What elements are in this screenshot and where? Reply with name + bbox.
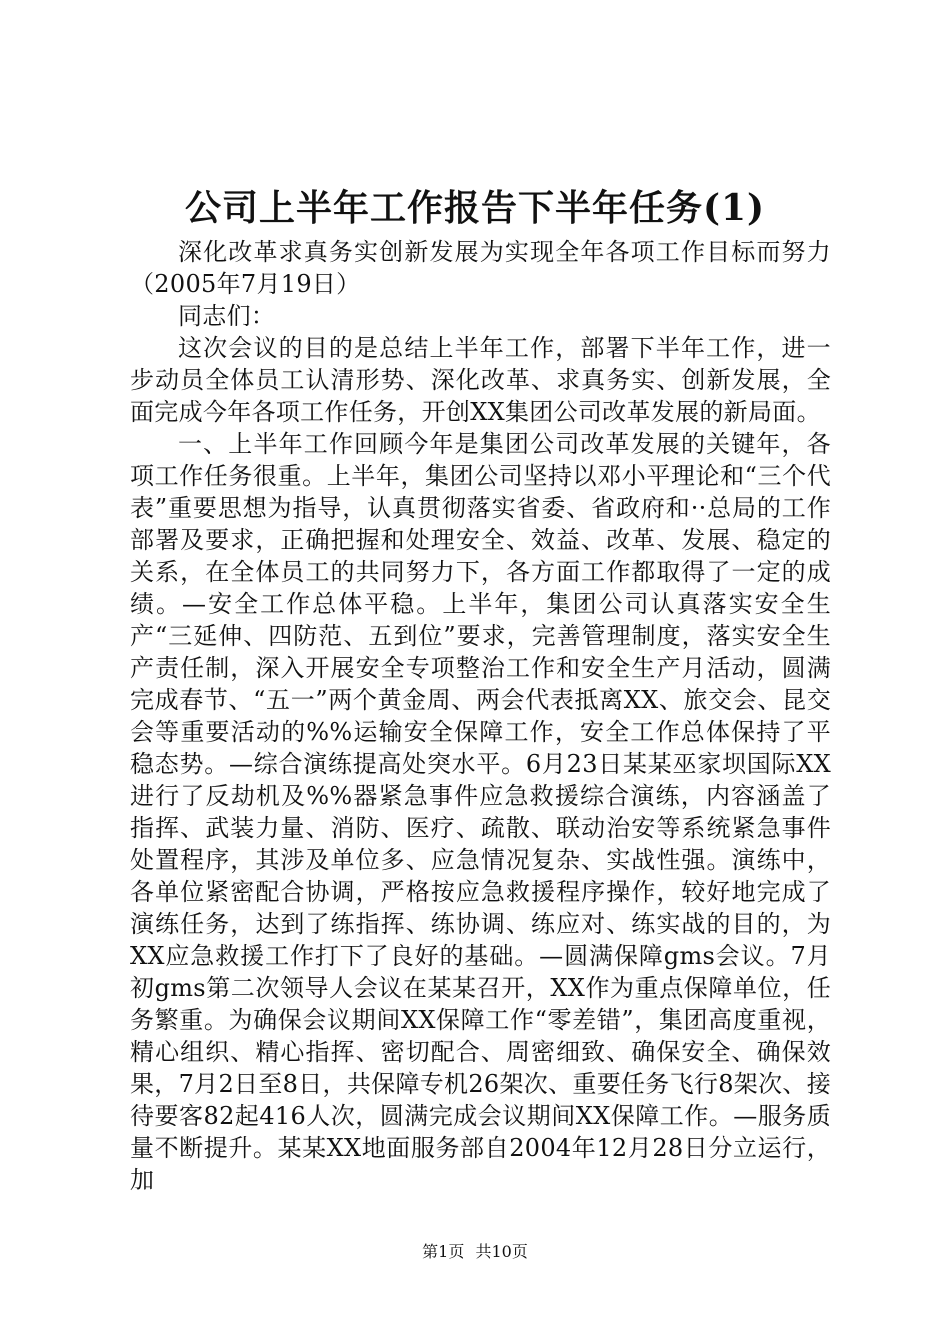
page-number: 第1页 xyxy=(422,1242,465,1261)
salutation-paragraph: 同志们： xyxy=(178,302,276,330)
subtitle-paragraph: 深化改革求真务实创新发展为实现全年各项工作目标而努力（2005年7月19日） xyxy=(130,238,831,298)
review-paragraph: 一、上半年工作回顾今年是集团公司改革发展的关键年，各项工作任务很重。上半年，集团公司坚持以邓小平理论和“三个代表”重要思想为指导，认真贯彻落实省委、省政府和··总局的工作部署及要求，正确把握和处理安全、效益、改革、发展、稳定的关系，在全体员工的共同努力下，各方面工作都取得了一定的成绩。—安全工作总体平稳。上半年，集团公司认真落实安全生产“三延伸、四防范、五到位”要求，完善管理制度，落实安全生产责任制，深入开展安全专项整治工作和安全生产月活动，圆满完成春节、“五一”两个黄金周、两会代表抵离XX、旅交会、昆交会等重要活动的%%运输安全保障工作，安全工作总体保持了平稳态势。—综合演练提高处突水平。6月23日某某巫家坝国际XX进行了反劫机及%%器紧急事件应急救援综合演练，内容涵盖了指挥、武装力量、消防、医疗、疏散、联动治安等系统紧急事件处置程序，其涉及单位多、应急情况复杂、实战性强。演练中，各单位紧密配合协调，严格按应急救援程序操作，较好地完成了演练任务，达到了练指挥、练协调、练应对、练实战的目的，为XX应急救援工作打下了良好的基础。—圆满保障gms会议。7月初gms第二次领导人会议在某某召开，XX作为重点保障单位，任务繁重。为确保会议期间XX保障工作“零差错”，集团高度重视，精心组织、精心指挥、密切配合、周密细致、确保安全、确保效果，7月2日至8日，共保障专机26架次、重要任务飞行8架次、接待要客82起416人次，圆满完成会议期间XX保障工作。—服务质量不断提升。某某XX地面服务部自2004年12月28日分立运行，加 xyxy=(130,430,831,1194)
page-footer xyxy=(0,1240,950,1264)
page-total: 共10页 xyxy=(475,1242,528,1261)
document-title: 公司上半年工作报告下半年任务(1) xyxy=(184,187,766,229)
intro-paragraph: 这次会议的目的是总结上半年工作，部署下半年工作，进一步动员全体员工认清形势、深化改革、求真务实、创新发展，全面完成今年各项工作任务，开创XX集团公司改革发展的新局面。 xyxy=(130,334,831,426)
document-body xyxy=(130,236,831,1196)
